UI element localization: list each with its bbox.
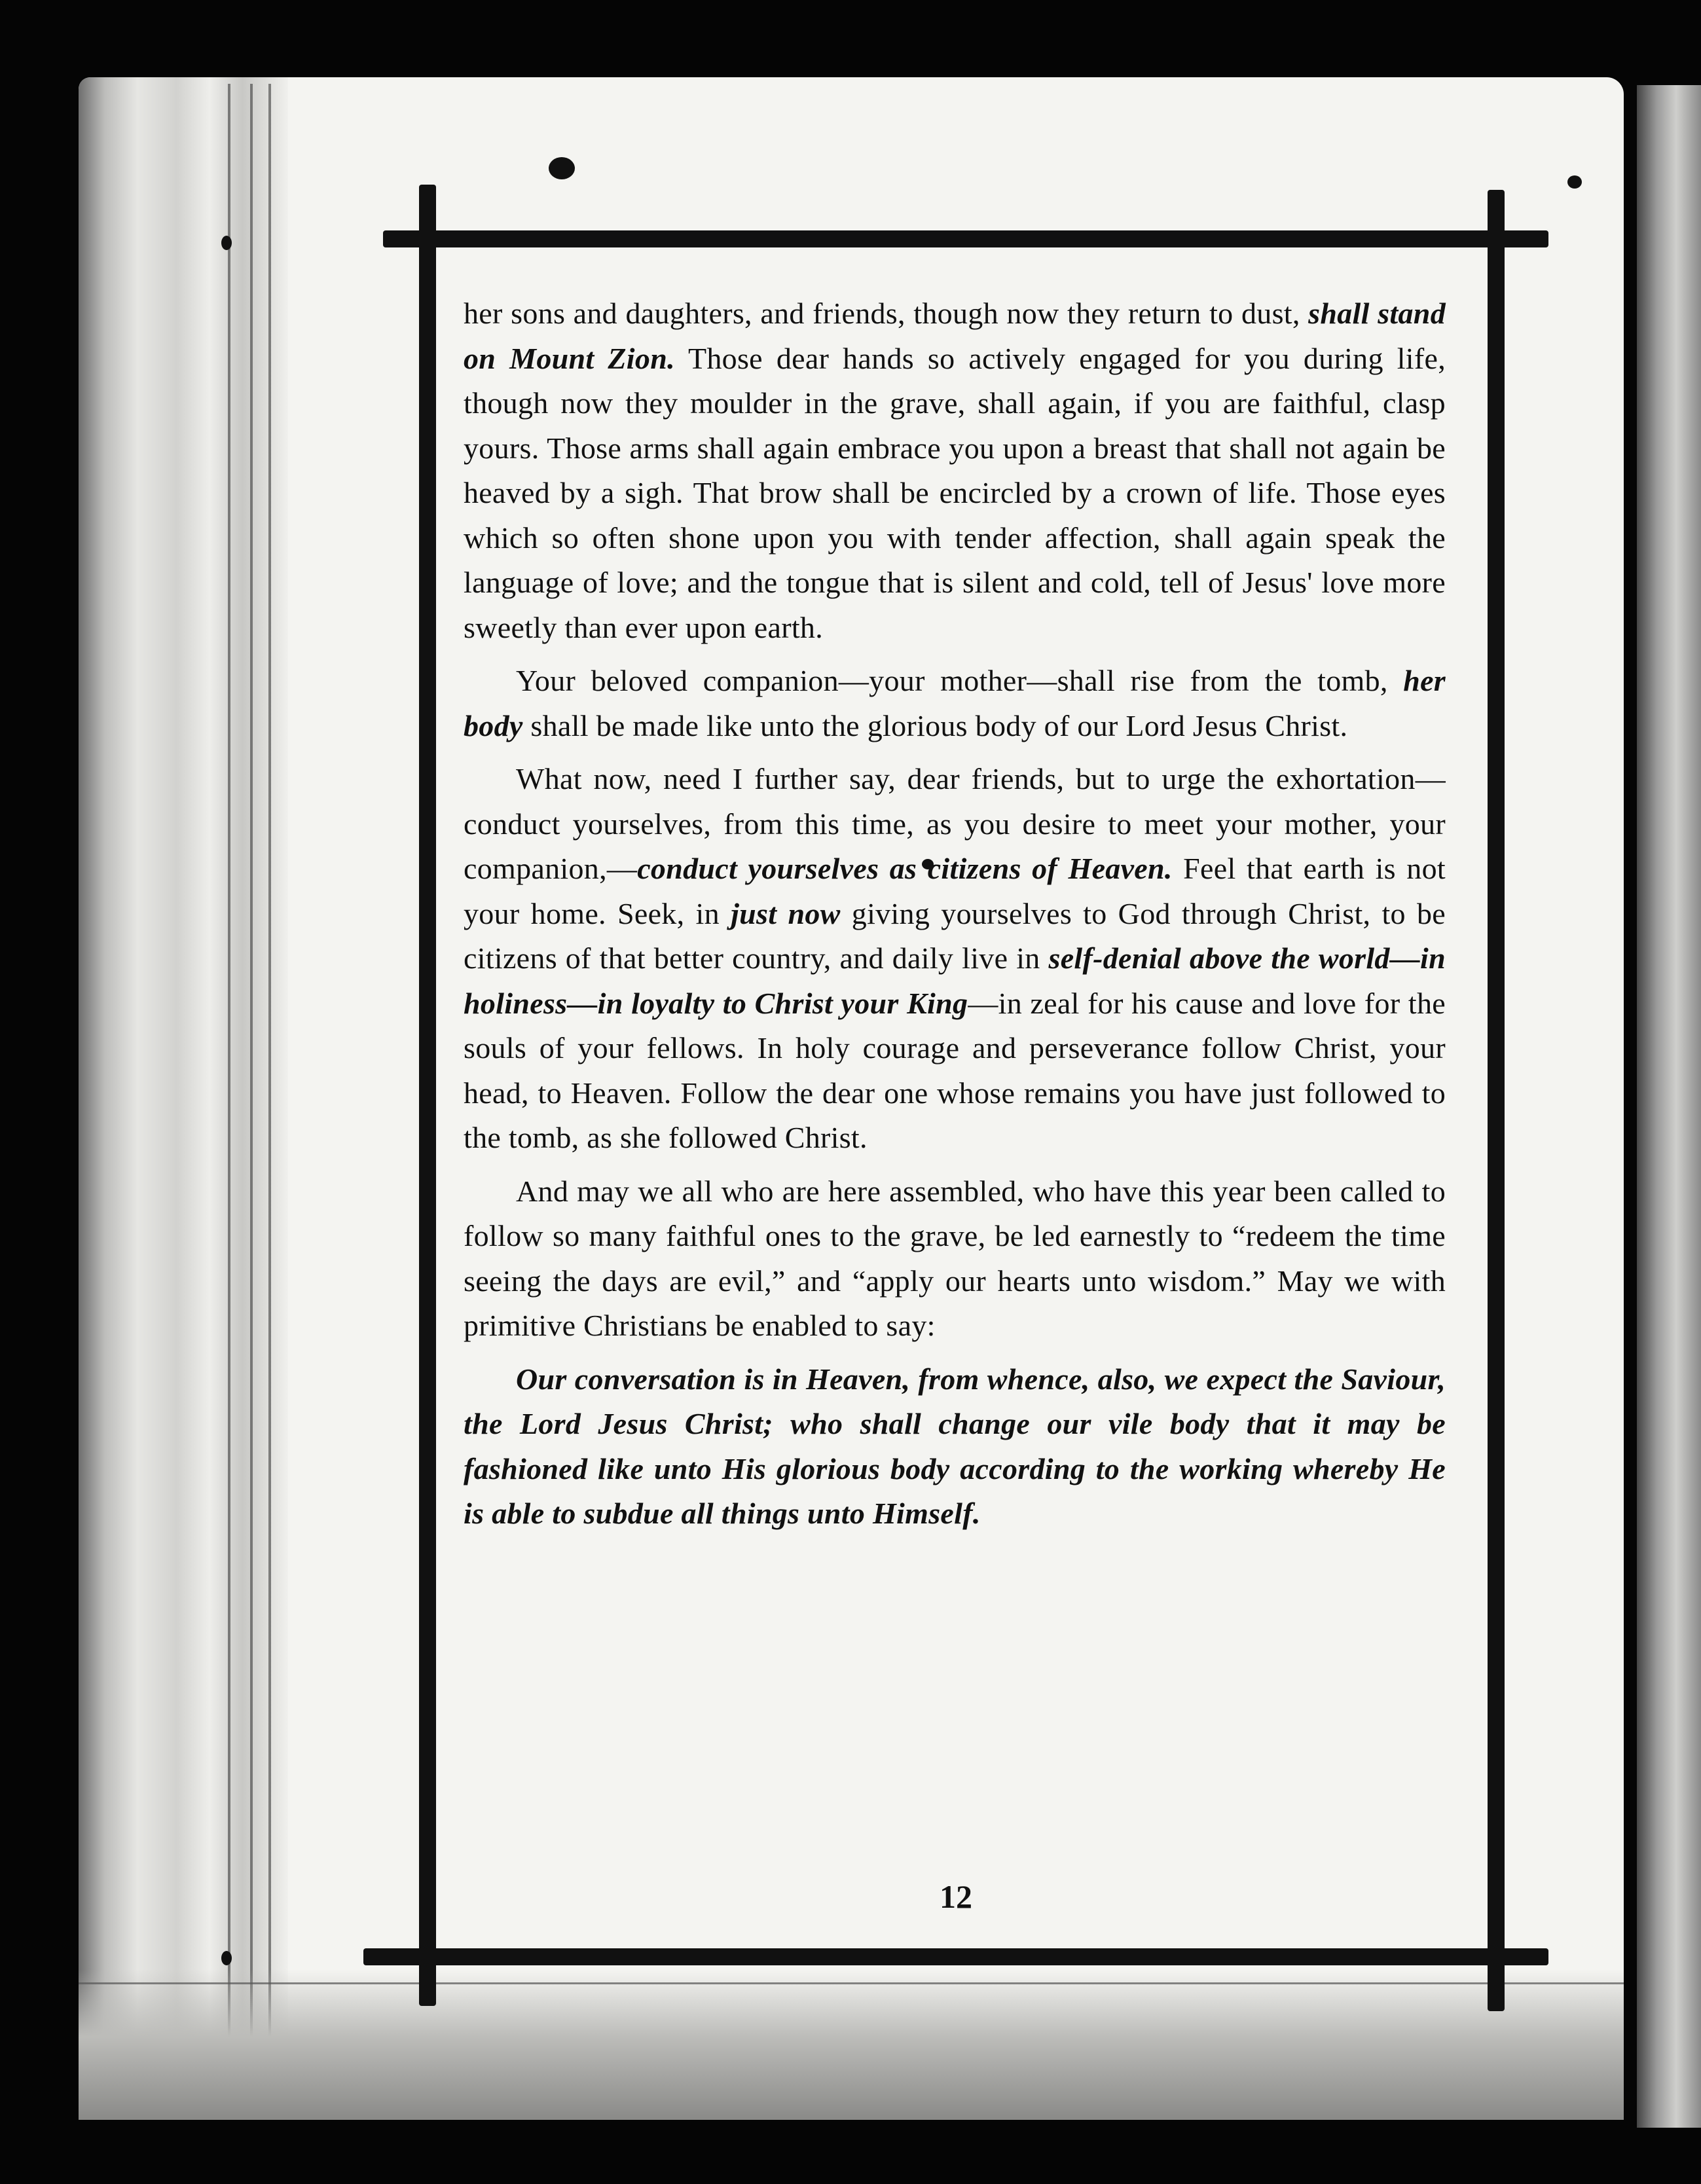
frame-top-bar (383, 230, 1548, 247)
ink-blot (549, 157, 575, 179)
paragraph-4: And may we all who are here assembled, who have this year been called to follow so many faithful ones to the grave, be led earnestly to “redeem the time seeing the days are evil,” and “apply our hearts unto wisdom.” May we with primitive Christians be enabled to say: (464, 1174, 1446, 1342)
frame-bottom-bar (363, 1948, 1548, 1965)
ink-speck (221, 236, 232, 250)
paragraph-2: Your beloved companion—your mother—shall rise from the tomb, her body shall be made like unto the glorious body of our Lord Jesus Christ. (464, 664, 1446, 742)
next-page-edge (1637, 85, 1701, 2128)
scripture-quote: Our conversation is in Heaven, from whence, also, we expect the Saviour, the Lord Jesus Christ; who shall change our vile body that it may be fashioned like unto His glorious body according to the working whereby He is able to subdue all things unto Himself. (464, 1362, 1446, 1530)
ink-speck (1567, 175, 1582, 189)
page-bottom-shadow (79, 1969, 1624, 2120)
paragraph-1: her sons and daughters, and friends, though now they return to dust, shall stand on Mount Zion. Those dear hands so actively engaged for you during life, though now they moulder in the grave, shall again, if you are faithful, clasp yours. Those arms shall again embrace you upon a breast that shall not again be heaved by a sigh. That brow shall be encircled by a crown of life. Those eyes which so often shone upon you with tender affection, shall again speak the language of love; and the tongue that is silent and cold, tell of Jesus' love more sweetly than ever upon earth. (464, 297, 1446, 644)
binding-gutter (79, 77, 288, 2120)
ink-speck (221, 1951, 232, 1965)
paragraph-3: What now, need I further say, dear friends, but to urge the exhortation—conduct yourselves, from this time, as you desire to meet your mother, your companion,—conduct yourselves as citizens of Heaven. Feel that earth is not your home. Seek, in just now giving yourselves to God through Christ, to be citizens of that better country, and daily live in self-denial above the world—in holiness—in loyalty to Christ your King—in zeal for his cause and love for the souls of your fellows. In holy courage and perseverance follow Christ, your head, to Heaven. Follow the dear one whose remains you have just followed to the tomb, as she followed Christ. (464, 762, 1446, 1154)
body-text (464, 291, 1446, 1545)
frame-left-bar (419, 185, 436, 2006)
frame-right-bar (1488, 190, 1505, 2011)
edge-rule (79, 1982, 1624, 1984)
page-number: 12 (940, 1878, 972, 1915)
